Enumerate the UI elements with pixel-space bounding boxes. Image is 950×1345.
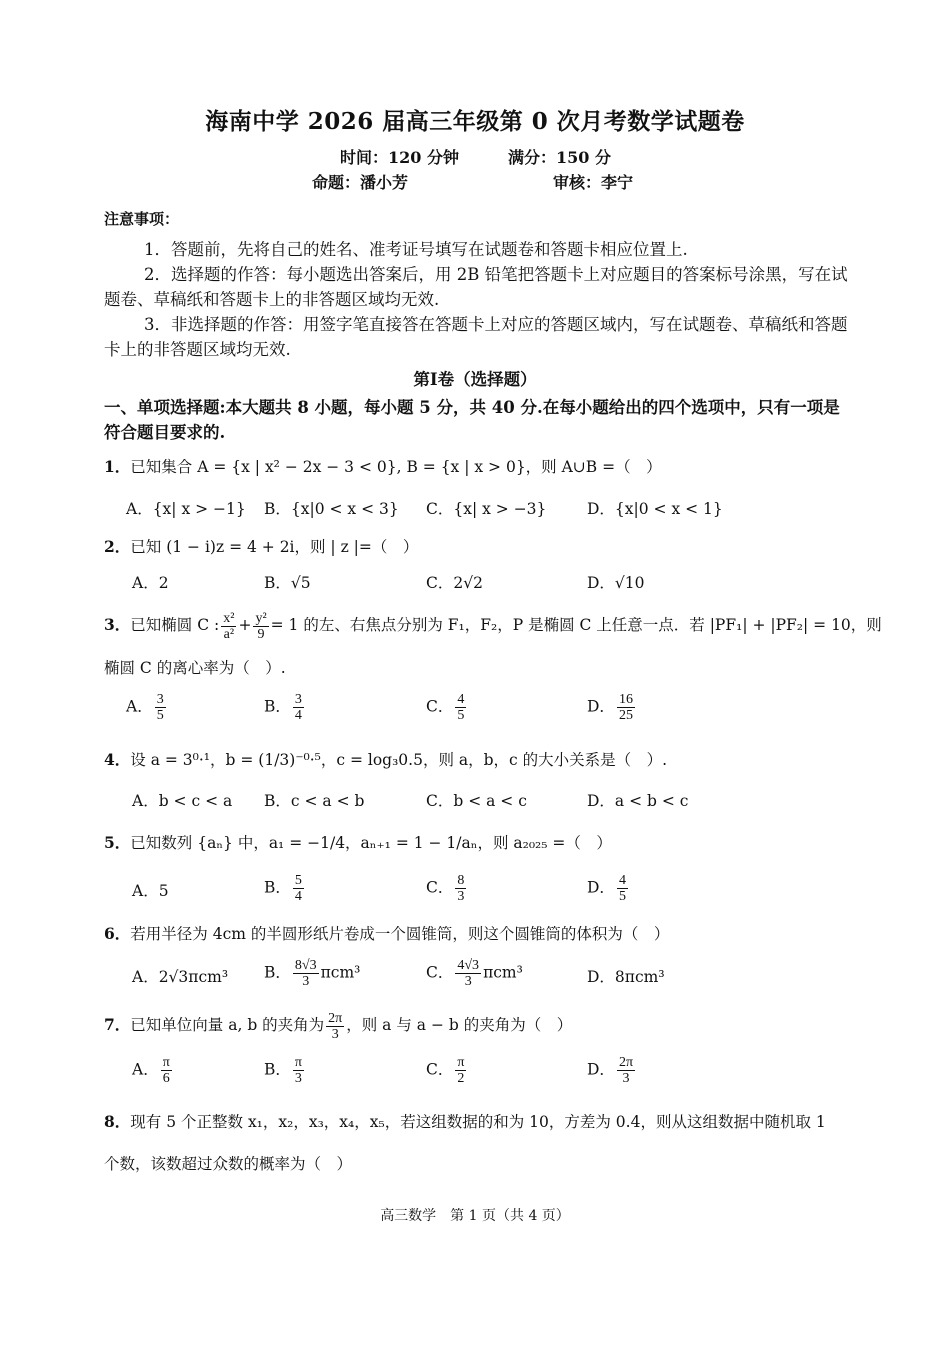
question-number: 5． xyxy=(104,833,131,852)
question-stem: 设 a = 3⁰·¹，b = (1/3)⁻⁰·⁵，c = log₃0.5，则 a，b，c 的大小关系是（ ）. xyxy=(130,751,668,769)
q4-option-c: C．b < a < c xyxy=(426,792,527,810)
q5-option-a: A．5 xyxy=(132,882,169,900)
q6-option-d: D．8πcm³ xyxy=(587,968,665,986)
question-number: 1． xyxy=(104,457,131,476)
question-3-line-2: 椭圆 C 的离心率为（ ）. xyxy=(104,659,286,677)
angle-fraction: $\frac{2\pi}{3}$ xyxy=(328,1010,343,1042)
notice-item-1: 1．答题前，先将自己的姓名、准考证号填写在试题卷和答题卡相应位置上. xyxy=(144,240,688,259)
question-4 xyxy=(104,748,854,772)
question-3: 3．已知椭圆 C : $\frac{\text{x²}}{\text{a²}}$ + $\frac{\text{y²}}{9}$ = 1 的左、右焦点分别为 F₁，F₂，P 是椭圆 C 上任意一点．若 |PF₁| + |PF₂| = 10，则 xyxy=(104,610,882,642)
question-6 xyxy=(104,922,854,946)
exam-title: 海南中学 2026 届高三年级第 0 次月考数学试题卷 xyxy=(205,108,745,135)
question-2 xyxy=(104,535,854,559)
question-5 xyxy=(104,831,854,855)
q5-option-d: D． $\frac{4}{5}$ xyxy=(587,873,626,904)
q3-option-b: B． $\frac{3}{4}$ xyxy=(264,692,302,723)
q7-option-a: A． $\frac{\pi}{6}$ xyxy=(132,1055,170,1086)
q3-option-d: D． $\frac{16}{25}$ xyxy=(587,692,633,723)
section-title: 第Ⅰ卷（选择题） xyxy=(413,370,537,389)
q2-option-b: B．√5 xyxy=(264,574,311,592)
q7-option-c: C． $\frac{\pi}{2}$ xyxy=(426,1055,465,1086)
q1-option-c: C．{x| x > −3} xyxy=(426,500,547,518)
q6-option-a: A．2√3πcm³ xyxy=(132,968,229,986)
q7-option-d: D． $\frac{2\pi}{3}$ xyxy=(587,1055,634,1086)
exam-time: 时间：120 分钟 xyxy=(340,148,459,167)
notice-item-3: 3．非选择题的作答：用签字笔直接答在答题卡上对应的答题区域内，写在试题卷、草稿纸和答题卡上的非答题区域均无效. xyxy=(104,315,848,359)
q5-option-b: B． $\frac{5}{4}$ xyxy=(264,873,302,904)
question-7 xyxy=(104,1008,854,1042)
q1-option-b: B．{x|0 < x < 3} xyxy=(264,500,399,518)
q2-option-d: D．√10 xyxy=(587,574,645,592)
q1-option-d: D．{x|0 < x < 1} xyxy=(587,500,723,518)
question-number: 7． xyxy=(104,1015,131,1034)
q2-option-c: C．2√2 xyxy=(426,574,483,592)
q1-option-a: A．{x| x > −1} xyxy=(126,500,246,518)
question-stem-start: 已知单位向量 a, b 的夹角为 xyxy=(130,1016,325,1034)
question-stem: 已知 (1 − i)z = 4 + 2i，则 | z |=（ ） xyxy=(130,538,419,556)
question-stem-end: ，则 a 与 a − b 的夹角为（ ） xyxy=(346,1016,573,1034)
question-number: 2． xyxy=(104,537,131,556)
exam-score: 满分：150 分 xyxy=(508,148,611,167)
ellipse-term-y: $\frac{\text{y²}}{9}$ xyxy=(255,610,267,642)
question-number: 4． xyxy=(104,750,131,769)
q4-option-a: A．b < c < a xyxy=(132,792,233,810)
question-number: 6． xyxy=(104,924,131,943)
page-footer: 高三数学 第 1 页（共 4 页） xyxy=(380,1208,570,1224)
ellipse-term-x: $\frac{\text{x²}}{\text{a²}}$ xyxy=(223,610,235,642)
q6-option-c: C． $\frac{4√3}{3}$ πcm³ xyxy=(426,958,523,989)
q2-option-a: A．2 xyxy=(132,574,169,592)
question-8 xyxy=(104,1110,854,1134)
question-stem: 已知集合 A = {x | x² − 2x − 3 < 0}, B = {x | x > 0}，则 A∪B =（ ） xyxy=(130,458,662,476)
question-number: 8． xyxy=(104,1112,131,1131)
exam-author: 命题：潘小芳 xyxy=(312,173,409,192)
question-stem-start: 已知椭圆 C : xyxy=(130,616,220,634)
exam-reviewer: 审核：李宁 xyxy=(553,173,634,192)
question-stem: 已知数列 {aₙ} 中，a₁ = −1/4，aₙ₊₁ = 1 − 1/aₙ，则 a₂₀₂₅ =（ ） xyxy=(130,834,612,852)
part-one-heading: 一、单项选择题:本大题共 8 小题，每小题 5 分，共 40 分.在每小题给出的四个选项中，只有一项是符合题目要求的. xyxy=(104,398,840,442)
q4-option-d: D．a < b < c xyxy=(587,792,689,810)
q3-option-c: C． $\frac{4}{5}$ xyxy=(426,692,465,723)
question-1 xyxy=(104,455,854,479)
question-8-line-2: 个数，该数超过众数的概率为（ ） xyxy=(104,1155,353,1173)
question-stem: 若用半径为 4cm 的半圆形纸片卷成一个圆锥筒，则这个圆锥筒的体积为（ ） xyxy=(130,925,670,943)
q6-option-b: B． $\frac{8√3}{3}$ πcm³ xyxy=(264,958,361,989)
q7-option-b: B． $\frac{\pi}{3}$ xyxy=(264,1055,302,1086)
notice-item-2: 2．选择题的作答：每小题选出答案后，用 2B 铅笔把答题卡上对应题目的答案标号涂黑，写在试题卷、草稿纸和答题卡上的非答题区域均无效. xyxy=(104,265,848,309)
q4-option-b: B．c < a < b xyxy=(264,792,365,810)
question-stem: 现有 5 个正整数 x₁，x₂，x₃，x₄，x₅，若这组数据的和为 10，方差为 0.4，则从这组数据中随机取 1 xyxy=(130,1113,826,1131)
notice-heading: 注意事项： xyxy=(104,210,180,228)
question-number: 3． xyxy=(104,615,131,634)
question-stem-end: = 1 的左、右焦点分别为 F₁，F₂，P 是椭圆 C 上任意一点．若 |PF₁| + |PF₂| = 10，则 xyxy=(270,616,882,634)
q5-option-c: C． $\frac{8}{3}$ xyxy=(426,873,465,904)
q3-option-a: A． $\frac{3}{5}$ xyxy=(126,692,164,723)
